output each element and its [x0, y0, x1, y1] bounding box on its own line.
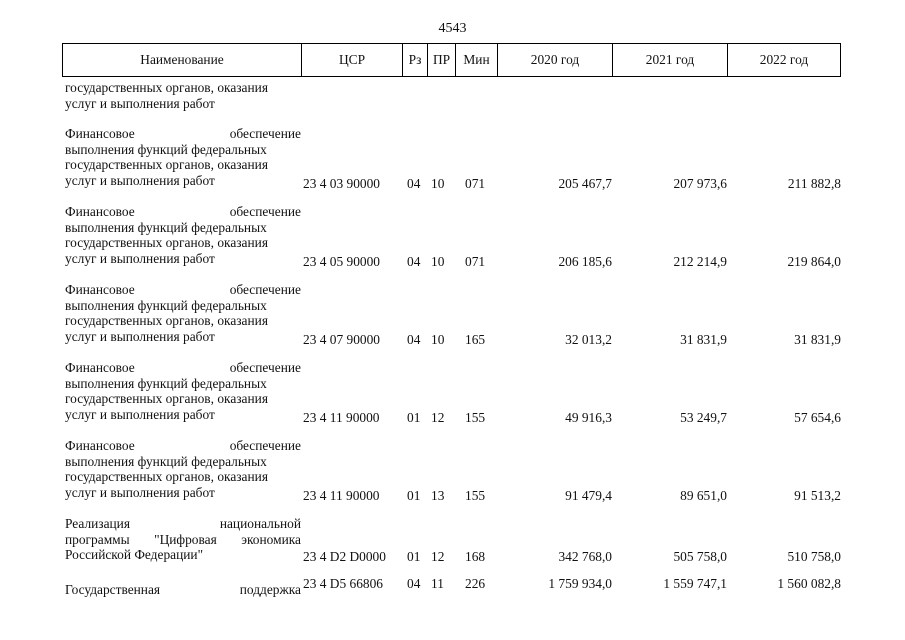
header-min: Мин — [455, 43, 497, 77]
row-name-line — [65, 142, 301, 158]
cell-min: 168 — [465, 549, 486, 564]
cell-csr: 23 4 07 90000 — [303, 332, 380, 347]
cell-pr: 12 — [431, 410, 445, 425]
cell-pr: 11 — [431, 576, 444, 591]
row-name-word: Финансовое — [65, 360, 135, 375]
row-name-word: обеспечение — [229, 204, 301, 219]
row-name-line — [65, 376, 301, 392]
cell-min: 165 — [465, 332, 486, 347]
cell-2022: 1 560 082,8 — [777, 576, 841, 591]
row-name-word: услуг и выполнения работ — [65, 172, 215, 188]
row-name-line — [65, 126, 301, 142]
header-name: Наименование — [62, 43, 301, 77]
cell-csr: 23 4 11 90000 — [303, 410, 380, 425]
cell-pr: 13 — [431, 488, 445, 503]
row-name-word: Финансовое — [65, 438, 135, 453]
row-name-word: выполнения функций федеральных — [65, 219, 267, 235]
header-rz: Рз — [402, 43, 427, 77]
row-name-line — [65, 391, 301, 407]
row-name-word: государственных органов, оказания — [65, 235, 268, 251]
row-name-line — [65, 251, 301, 267]
cell-2020: 49 916,3 — [565, 410, 612, 425]
row-name — [65, 126, 301, 188]
row-name-word: Финансовое — [65, 204, 135, 219]
cell-rz: 04 — [407, 176, 421, 191]
cell-2020: 342 768,0 — [558, 549, 612, 564]
cell-min: 071 — [465, 176, 486, 191]
cell-pr: 10 — [431, 254, 445, 269]
page-number: 4543 — [438, 21, 467, 36]
row-name-word: государственных органов, оказания — [65, 157, 268, 173]
row-name-line — [65, 282, 301, 298]
row-name-word: выполнения функций федеральных — [65, 375, 267, 391]
cell-2021: 1 559 747,1 — [663, 576, 727, 591]
row-name-line — [65, 157, 301, 173]
row-name-line — [65, 469, 301, 485]
cell-rz: 04 — [407, 332, 421, 347]
row-name-line — [65, 516, 301, 532]
cell-2020: 206 185,6 — [558, 254, 612, 269]
cell-2021: 31 831,9 — [680, 332, 727, 347]
row-name-word: государственных органов, оказания — [65, 391, 268, 407]
row-name — [65, 516, 301, 563]
cell-2020: 91 479,4 — [565, 488, 612, 503]
row-name-word: Финансовое — [65, 126, 135, 141]
header-2022: 2022 год — [727, 43, 841, 77]
cell-2022: 57 654,6 — [794, 410, 841, 425]
cell-2022: 31 831,9 — [794, 332, 841, 347]
row-name-word: государственных органов, оказания — [65, 313, 268, 329]
row-name-word: услуг и выполнения работ — [65, 406, 215, 422]
row-name-line — [65, 313, 301, 329]
row-name-word: Государственная — [65, 582, 161, 597]
row-name-line — [65, 220, 301, 236]
header-pr: ПР — [427, 43, 455, 77]
cell-2022: 510 758,0 — [787, 549, 841, 564]
row-name — [65, 438, 301, 500]
cell-2021: 53 249,7 — [680, 410, 727, 425]
cell-min: 155 — [465, 488, 486, 503]
row-name — [65, 282, 301, 344]
cell-csr: 23 4 05 90000 — [303, 254, 380, 269]
cell-rz: 01 — [407, 410, 421, 425]
row-name-line — [65, 582, 301, 598]
row-name-line — [65, 438, 301, 454]
cell-csr: 23 4 11 90000 — [303, 488, 380, 503]
row-name-word: программы — [65, 531, 130, 547]
cell-2022: 211 882,8 — [787, 176, 841, 191]
row-name — [65, 360, 301, 422]
row-name-line — [65, 173, 301, 189]
row-name-word: обеспечение — [229, 126, 301, 141]
cell-pr: 10 — [431, 332, 445, 347]
row-name-word: Финансовое — [65, 282, 135, 297]
cell-min: 155 — [465, 410, 486, 425]
row-name-word: экономика — [241, 531, 301, 547]
cell-rz: 01 — [407, 549, 421, 564]
row-name-line — [65, 547, 301, 563]
row-name-line — [65, 204, 301, 220]
row-name-line — [65, 298, 301, 314]
cell-2022: 219 864,0 — [787, 254, 841, 269]
row-name-word: услуг и выполнения работ — [65, 484, 215, 500]
header-csr: ЦСР — [301, 43, 402, 77]
cell-2021: 212 214,9 — [673, 254, 727, 269]
cell-rz: 04 — [407, 576, 421, 591]
row-name-line — [65, 329, 301, 345]
row-name-line — [65, 454, 301, 470]
continuation-line: государственных органов, оказания — [65, 80, 268, 95]
row-name-word: услуг и выполнения работ — [65, 250, 215, 266]
row-name-word: выполнения функций федеральных — [65, 297, 267, 313]
row-name-word: обеспечение — [229, 360, 301, 375]
continuation-line: услуг и выполнения работ — [65, 95, 215, 111]
header-2021: 2021 год — [612, 43, 727, 77]
row-name-word: Реализация — [65, 516, 131, 531]
row-name-word: национальной — [219, 516, 301, 531]
cell-rz: 04 — [407, 254, 421, 269]
cell-csr: 23 4 03 90000 — [303, 176, 380, 191]
header-2020: 2020 год — [497, 43, 612, 77]
row-name-word: обеспечение — [229, 282, 301, 297]
cell-rz: 01 — [407, 488, 421, 503]
cell-min: 071 — [465, 254, 486, 269]
cell-2022: 91 513,2 — [794, 488, 841, 503]
cell-pr: 12 — [431, 549, 445, 564]
cell-2021: 89 651,0 — [680, 488, 727, 503]
cell-2021: 505 758,0 — [673, 549, 727, 564]
cell-2020: 205 467,7 — [558, 176, 612, 191]
row-name-line — [65, 360, 301, 376]
row-name-line — [65, 235, 301, 251]
row-name-word: государственных органов, оказания — [65, 469, 268, 485]
row-name-word: выполнения функций федеральных — [65, 141, 267, 157]
row-name-word: обеспечение — [229, 438, 301, 453]
cell-2021: 207 973,6 — [673, 176, 727, 191]
row-name-word: Российской Федерации" — [65, 547, 204, 563]
cell-min: 226 — [465, 576, 486, 591]
row-name-word: "Цифровая — [154, 531, 217, 547]
cell-csr: 23 4 D5 66806 — [303, 576, 383, 591]
row-name-line — [65, 407, 301, 423]
cell-csr: 23 4 D2 D0000 — [303, 549, 386, 564]
cell-2020: 1 759 934,0 — [548, 576, 612, 591]
cell-2020: 32 013,2 — [565, 332, 612, 347]
row-name — [65, 582, 301, 598]
row-name — [65, 204, 301, 266]
row-name-line — [65, 485, 301, 501]
row-name-word: услуг и выполнения работ — [65, 328, 215, 344]
row-name-word: выполнения функций федеральных — [65, 453, 267, 469]
row-name-line — [65, 532, 301, 548]
continuation-text — [65, 80, 301, 111]
row-name-word: поддержка — [239, 582, 301, 597]
cell-pr: 10 — [431, 176, 445, 191]
